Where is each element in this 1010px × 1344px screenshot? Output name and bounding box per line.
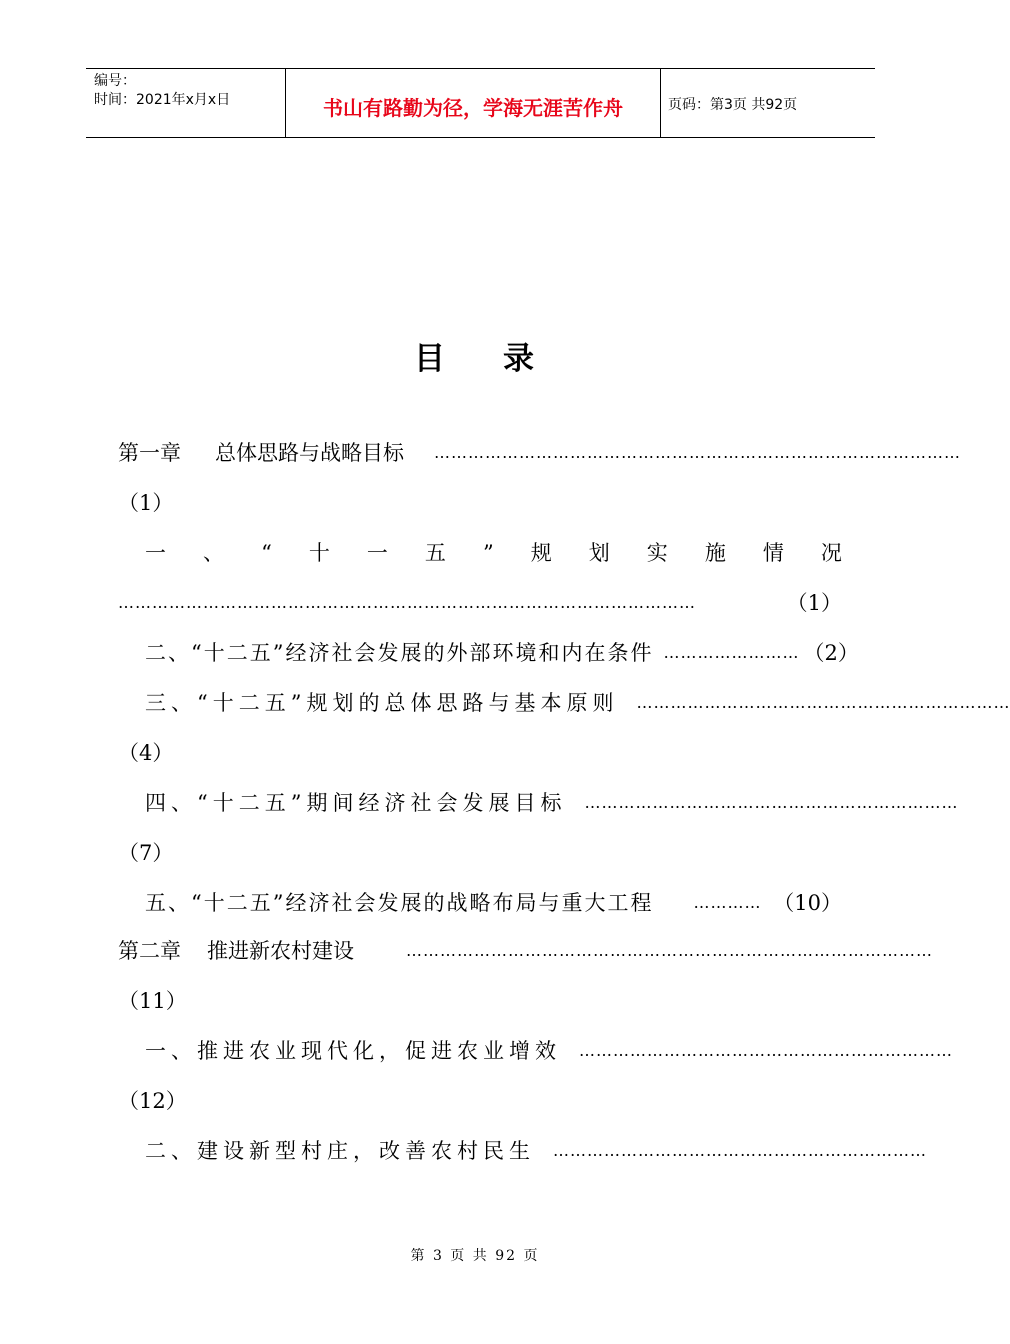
header-motto: 书山有路勤为径，学海无涯苦作舟 [323,95,623,120]
toc-entry-char: 、 [203,541,225,565]
toc-page-number: （10） [773,891,842,915]
toc-leader-dots: ………………………………………………………… [636,693,1010,712]
toc-entry-title: 四、“十二五”期间经济社会发展目标 [145,791,567,815]
toc-page-number: （7） [118,841,174,865]
chapter-title: 总体思路与战略目标 [215,441,404,465]
toc-entry-1-2[interactable] [145,637,859,669]
toc-entry-char: 况 [820,541,842,565]
toc-leader-dots: ………………………………………………………………………………………… [118,593,696,612]
toc-entry-1-4[interactable] [145,787,959,819]
toc-entry-2-1[interactable] [145,1035,953,1067]
toc-page-number: （1） [786,591,842,615]
document-time-label: 时间：2021年x月x日 [94,92,231,108]
page-header [86,68,875,138]
toc-leader-dots: …………………… [663,643,800,662]
toc-entry-char: “ [261,541,272,565]
toc-leader-dots: ………………………………………………………… [584,793,959,812]
toc-entry-char: 实 [646,541,668,565]
toc-entry-title: 二、建设新型村庄，改善农村民生 [145,1139,535,1163]
page-footer: 第 3 页 共 92 页 [410,1248,540,1264]
header-divider [660,69,661,137]
toc-leader-dots: ………………………………………………………… [579,1041,953,1060]
toc-chapter-2[interactable] [118,935,933,967]
page-title [0,333,950,378]
toc-entry-1-1-page-line [118,587,842,619]
toc-entry-title: 二、“十二五”经济社会发展的外部环境和内在条件 [145,641,654,665]
toc-entry-title: 一、推进农业现代化，促进农业增效 [145,1039,561,1063]
toc-entry-title: 三、“十二五”规划的总体思路与基本原则 [145,691,619,715]
toc-chapter-1[interactable] [118,437,961,469]
chapter-title: 推进新农村建设 [207,939,354,963]
toc-entry-1-3[interactable] [145,687,1010,719]
document-number-label: 编号： [94,73,136,89]
toc-entry-1-1[interactable] [118,537,842,569]
toc-page-number: （11） [118,989,187,1013]
chapter-number: 第二章 [118,939,181,963]
toc-entry-char: 五 [424,541,446,565]
toc-entry-title: 五、“十二五”经济社会发展的战略布局与重大工程 [145,891,654,915]
toc-leader-dots: ………………………………………………………………………………… [434,443,961,462]
toc-page-number: （4） [118,741,174,765]
title-char-2: 录 [503,341,536,377]
toc-entry-1-5[interactable] [145,887,842,919]
header-page-code: 页码：第3页 共92页 [668,97,798,113]
title-char-1: 目 [414,341,447,377]
toc-leader-dots: ………… [693,893,762,912]
toc-leader-dots: ………………………………………………………… [553,1141,927,1160]
header-left-cell [94,72,284,110]
toc-entry-char: 规 [530,541,552,565]
toc-entry-char: ” [482,541,494,565]
toc-entry-char: 情 [762,541,784,565]
chapter-number: 第一章 [118,441,181,465]
toc-entry-char: 施 [704,541,726,565]
toc-entry-char: 划 [588,541,610,565]
toc-page-number: （1） [118,491,174,515]
toc-leader-dots: ………………………………………………………………………………… [406,941,933,960]
toc-entry-char: 十 [308,541,330,565]
toc-entry-2-2[interactable] [145,1135,927,1167]
toc-page-number: （2） [803,641,859,665]
toc-entry-char: 一 [145,541,166,565]
toc-page-number: （12） [118,1089,187,1113]
toc-entry-char: 一 [366,541,388,565]
